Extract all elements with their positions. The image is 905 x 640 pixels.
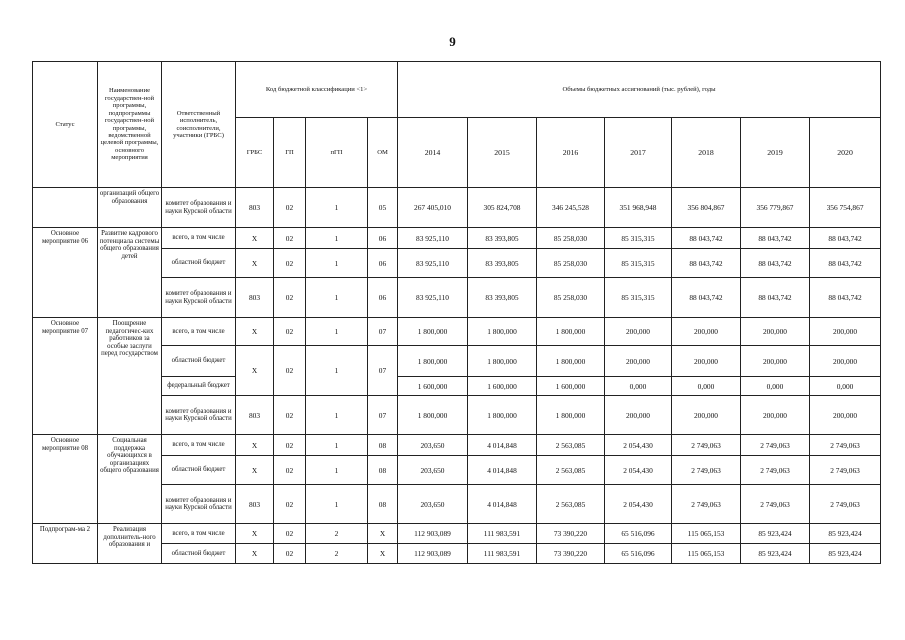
value-cell: 2 563,085 xyxy=(537,456,605,485)
value-cell: 200,000 xyxy=(741,396,810,435)
value-cell: 1 600,000 xyxy=(537,377,605,396)
value-cell: 2 749,063 xyxy=(810,456,881,485)
value-cell: 0,000 xyxy=(605,377,672,396)
pgp-cell: 1 xyxy=(306,278,368,318)
value-cell: 2 749,063 xyxy=(672,435,741,456)
gp-cell: 02 xyxy=(274,435,306,456)
header-year: 2014 xyxy=(398,118,468,188)
value-cell: 88 043,742 xyxy=(672,278,741,318)
status-cell: Основное мероприятие 07 xyxy=(33,318,98,435)
header-om: ОМ xyxy=(368,118,398,188)
header-code-group: Код бюджетной классификации <1> xyxy=(236,62,398,118)
value-cell: 1 800,000 xyxy=(398,318,468,346)
value-cell: 85 923,424 xyxy=(810,524,881,544)
value-cell: 2 563,085 xyxy=(537,435,605,456)
value-cell: 83 393,805 xyxy=(468,278,537,318)
value-cell: 2 749,063 xyxy=(741,435,810,456)
table-row xyxy=(33,228,881,249)
pgp-cell: 2 xyxy=(306,524,368,544)
value-cell: 85 315,315 xyxy=(605,278,672,318)
pgp-cell: 1 xyxy=(306,435,368,456)
value-cell: 356 804,867 xyxy=(672,188,741,228)
value-cell: 85 258,030 xyxy=(537,228,605,249)
value-cell: 2 749,063 xyxy=(810,435,881,456)
table-row xyxy=(33,524,881,544)
value-cell: 1 800,000 xyxy=(537,318,605,346)
gp-cell: 02 xyxy=(274,249,306,278)
value-cell: 88 043,742 xyxy=(810,278,881,318)
value-cell: 1 800,000 xyxy=(468,346,537,377)
om-cell: 08 xyxy=(368,456,398,485)
header-gp: ГП xyxy=(274,118,306,188)
executor-cell: областной бюджет xyxy=(162,249,236,278)
name-cell: Развитие кадрового потенциала системы общего образования детей xyxy=(98,228,162,318)
status-cell: Основное мероприятие 06 xyxy=(33,228,98,318)
value-cell: 85 258,030 xyxy=(537,249,605,278)
pgp-cell: 1 xyxy=(306,318,368,346)
om-cell: 07 xyxy=(368,318,398,346)
value-cell: 200,000 xyxy=(810,396,881,435)
grbs-cell: Х xyxy=(236,456,274,485)
executor-cell: всего, в том числе xyxy=(162,228,236,249)
executor-cell: комитет образования и науки Курской области xyxy=(162,188,236,228)
value-cell: 1 800,000 xyxy=(537,346,605,377)
value-cell: 200,000 xyxy=(605,396,672,435)
page-number: 9 xyxy=(449,34,456,49)
value-cell: 65 516,096 xyxy=(605,544,672,564)
value-cell: 88 043,742 xyxy=(672,249,741,278)
executor-cell: областной бюджет xyxy=(162,456,236,485)
value-cell: 200,000 xyxy=(741,318,810,346)
value-cell: 88 043,742 xyxy=(741,278,810,318)
pgp-cell: 1 xyxy=(306,396,368,435)
grbs-cell: 803 xyxy=(236,188,274,228)
status-cell xyxy=(33,188,98,228)
value-cell: 112 903,089 xyxy=(398,544,468,564)
value-cell: 203,650 xyxy=(398,435,468,456)
value-cell: 2 749,063 xyxy=(810,485,881,524)
value-cell: 85 923,424 xyxy=(741,524,810,544)
value-cell: 73 390,220 xyxy=(537,544,605,564)
header-volume-group: Объемы бюджетных ассигнований (тыс. рублей), годы xyxy=(398,62,881,118)
header-pgp: пГП xyxy=(306,118,368,188)
executor-cell: всего, в том числе xyxy=(162,524,236,544)
value-cell: 351 968,948 xyxy=(605,188,672,228)
name-cell: Поощрение педагогичес-ких работников за особые заслуги перед государством xyxy=(98,318,162,435)
om-cell: 05 xyxy=(368,188,398,228)
executor-cell: областной бюджет xyxy=(162,346,236,377)
value-cell: 1 800,000 xyxy=(468,318,537,346)
name-cell: Социальная поддержка обучающихся в организациях общего образования xyxy=(98,435,162,524)
grbs-cell: Х xyxy=(236,318,274,346)
pgp-cell: 1 xyxy=(306,228,368,249)
value-cell: 0,000 xyxy=(810,377,881,396)
value-cell: 200,000 xyxy=(672,318,741,346)
grbs-cell: Х xyxy=(236,249,274,278)
header-status: Статус xyxy=(33,62,98,188)
value-cell: 2 749,063 xyxy=(672,456,741,485)
header-year: 2016 xyxy=(537,118,605,188)
value-cell: 83 393,805 xyxy=(468,249,537,278)
header-year: 2015 xyxy=(468,118,537,188)
value-cell: 83 925,110 xyxy=(398,249,468,278)
value-cell: 115 065,153 xyxy=(672,524,741,544)
header-year: 2018 xyxy=(672,118,741,188)
value-cell: 88 043,742 xyxy=(810,228,881,249)
om-cell: Х xyxy=(368,544,398,564)
om-cell: 06 xyxy=(368,249,398,278)
header-executor: Ответственный исполнитель, соисполнители, участники (ГРБС) xyxy=(162,62,236,188)
header-year: 2019 xyxy=(741,118,810,188)
gp-cell: 02 xyxy=(274,228,306,249)
value-cell: 83 393,805 xyxy=(468,228,537,249)
value-cell: 2 749,063 xyxy=(672,485,741,524)
value-cell: 1 600,000 xyxy=(398,377,468,396)
header-grbs: ГРБС xyxy=(236,118,274,188)
table-row xyxy=(33,435,881,456)
grbs-cell: Х xyxy=(236,228,274,249)
grbs-cell: 803 xyxy=(236,396,274,435)
value-cell: 2 749,063 xyxy=(741,456,810,485)
om-cell: 07 xyxy=(368,396,398,435)
value-cell: 356 779,867 xyxy=(741,188,810,228)
pgp-cell: 1 xyxy=(306,485,368,524)
executor-cell: комитет образования и науки Курской области xyxy=(162,278,236,318)
value-cell: 83 925,110 xyxy=(398,278,468,318)
om-cell: 06 xyxy=(368,278,398,318)
gp-cell: 02 xyxy=(274,485,306,524)
budget-table xyxy=(32,61,881,564)
value-cell: 200,000 xyxy=(605,346,672,377)
grbs-cell: Х xyxy=(236,435,274,456)
header-year: 2017 xyxy=(605,118,672,188)
value-cell: 4 014,848 xyxy=(468,435,537,456)
value-cell: 1 800,000 xyxy=(398,346,468,377)
value-cell: 111 983,591 xyxy=(468,524,537,544)
om-cell: 08 xyxy=(368,485,398,524)
value-cell: 115 065,153 xyxy=(672,544,741,564)
gp-cell: 02 xyxy=(274,396,306,435)
pgp-cell: 1 xyxy=(306,456,368,485)
value-cell: 85 315,315 xyxy=(605,228,672,249)
grbs-cell: 803 xyxy=(236,485,274,524)
value-cell: 356 754,867 xyxy=(810,188,881,228)
gp-cell: 02 xyxy=(274,188,306,228)
value-cell: 0,000 xyxy=(672,377,741,396)
value-cell: 203,650 xyxy=(398,456,468,485)
value-cell: 83 925,110 xyxy=(398,228,468,249)
executor-cell: областной бюджет xyxy=(162,544,236,564)
pgp-cell: 1 xyxy=(306,249,368,278)
value-cell: 112 903,089 xyxy=(398,524,468,544)
status-cell: Основное мероприятие 08 xyxy=(33,435,98,524)
gp-cell: 02 xyxy=(274,318,306,346)
pgp-cell: 1 xyxy=(306,188,368,228)
value-cell: 85 315,315 xyxy=(605,249,672,278)
value-cell: 88 043,742 xyxy=(741,249,810,278)
value-cell: 2 054,430 xyxy=(605,435,672,456)
name-cell: Реализация дополнитель-ного образования и xyxy=(98,524,162,564)
value-cell: 203,650 xyxy=(398,485,468,524)
value-cell: 200,000 xyxy=(810,346,881,377)
value-cell: 85 923,424 xyxy=(810,544,881,564)
executor-cell: комитет образования и науки Курской области xyxy=(162,485,236,524)
gp-cell: 02 xyxy=(274,278,306,318)
value-cell: 200,000 xyxy=(605,318,672,346)
value-cell: 88 043,742 xyxy=(810,249,881,278)
value-cell: 200,000 xyxy=(672,396,741,435)
gp-cell: 02 xyxy=(274,544,306,564)
status-cell: Подпрограм-ма 2 xyxy=(33,524,98,564)
executor-cell: всего, в том числе xyxy=(162,435,236,456)
pgp-cell: 2 xyxy=(306,544,368,564)
table-row xyxy=(33,318,881,346)
value-cell: 2 054,430 xyxy=(605,485,672,524)
om-cell: 07 xyxy=(368,346,398,396)
value-cell: 1 800,000 xyxy=(398,396,468,435)
om-cell: Х xyxy=(368,524,398,544)
value-cell: 4 014,848 xyxy=(468,485,537,524)
table-row xyxy=(33,188,881,228)
executor-cell: всего, в том числе xyxy=(162,318,236,346)
value-cell: 2 749,063 xyxy=(741,485,810,524)
value-cell: 4 014,848 xyxy=(468,456,537,485)
value-cell: 111 983,591 xyxy=(468,544,537,564)
value-cell: 73 390,220 xyxy=(537,524,605,544)
executor-cell: федеральный бюджет xyxy=(162,377,236,396)
grbs-cell: Х xyxy=(236,524,274,544)
name-cell: организаций общего образования xyxy=(98,188,162,228)
value-cell: 305 824,708 xyxy=(468,188,537,228)
value-cell: 267 405,010 xyxy=(398,188,468,228)
gp-cell: 02 xyxy=(274,346,306,396)
gp-cell: 02 xyxy=(274,524,306,544)
value-cell: 2 054,430 xyxy=(605,456,672,485)
header-year: 2020 xyxy=(810,118,881,188)
value-cell: 200,000 xyxy=(741,346,810,377)
grbs-cell: 803 xyxy=(236,278,274,318)
value-cell: 346 245,528 xyxy=(537,188,605,228)
value-cell: 88 043,742 xyxy=(672,228,741,249)
pgp-cell: 1 xyxy=(306,346,368,396)
om-cell: 06 xyxy=(368,228,398,249)
grbs-cell: Х xyxy=(236,544,274,564)
value-cell: 88 043,742 xyxy=(741,228,810,249)
value-cell: 1 600,000 xyxy=(468,377,537,396)
value-cell: 1 800,000 xyxy=(537,396,605,435)
gp-cell: 02 xyxy=(274,456,306,485)
value-cell: 200,000 xyxy=(810,318,881,346)
value-cell: 1 800,000 xyxy=(468,396,537,435)
value-cell: 200,000 xyxy=(672,346,741,377)
om-cell: 08 xyxy=(368,435,398,456)
executor-cell: комитет образования и науки Курской области xyxy=(162,396,236,435)
value-cell: 65 516,096 xyxy=(605,524,672,544)
value-cell: 2 563,085 xyxy=(537,485,605,524)
header-name: Наименование государствен-ной программы, подпрограммы государствен-ной программы, ведомственной целевой программы, основного мероприятия xyxy=(98,62,162,188)
value-cell: 85 258,030 xyxy=(537,278,605,318)
value-cell: 85 923,424 xyxy=(741,544,810,564)
grbs-cell: Х xyxy=(236,346,274,396)
value-cell: 0,000 xyxy=(741,377,810,396)
